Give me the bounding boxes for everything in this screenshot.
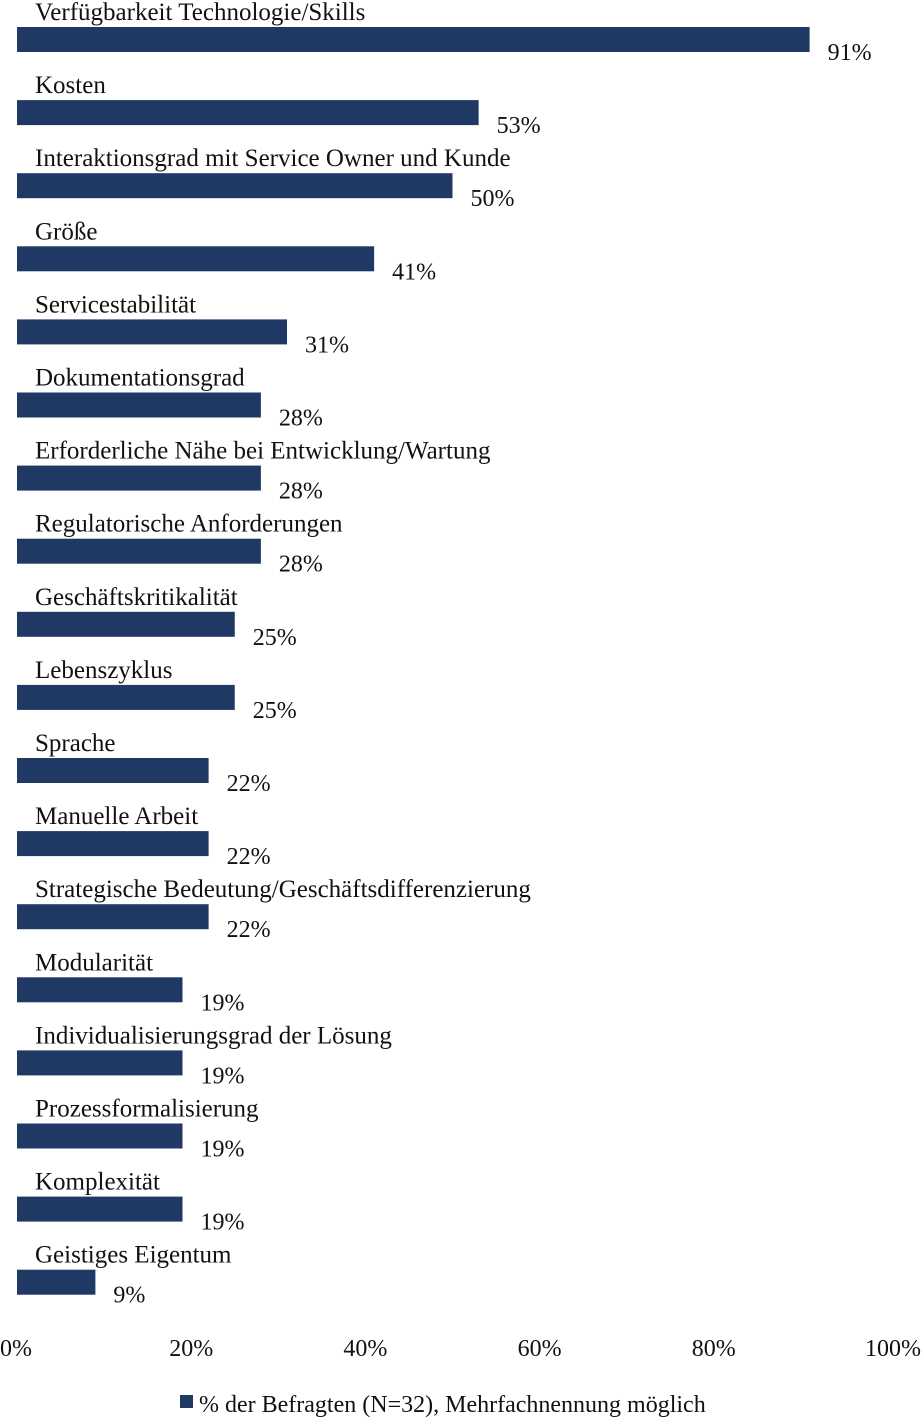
x-tick-label: 20% (169, 1336, 214, 1362)
value-label: 28% (278, 405, 323, 432)
legend-swatch (180, 1395, 193, 1408)
category-label: Erforderliche Nähe bei Entwicklung/Wartung (35, 437, 491, 465)
value-label: 19% (200, 1136, 245, 1163)
category-label: Manuelle Arbeit (35, 803, 199, 831)
category-label: Modularität (35, 949, 154, 977)
bar (17, 1050, 182, 1075)
category-label: Interaktionsgrad mit Service Owner und Kunde (35, 145, 511, 173)
legend-label: % der Befragten (N=32), Mehrfachnennung möglich (199, 1392, 706, 1418)
category-label: Geistiges Eigentum (35, 1241, 232, 1269)
bar (17, 1124, 182, 1149)
category-label: Komplexität (35, 1168, 160, 1196)
category-label: Geschäftskritikalität (35, 583, 238, 611)
value-label: 19% (200, 990, 245, 1017)
x-tick-label: 40% (343, 1336, 388, 1362)
value-label: 91% (827, 40, 872, 66)
value-label: 53% (496, 113, 541, 140)
bar (17, 173, 453, 198)
value-label: 31% (305, 332, 350, 359)
category-label: Strategische Bedeutung/Geschäftsdifferenzierung (35, 876, 531, 904)
value-label: 28% (278, 478, 323, 505)
category-label: Größe (35, 218, 98, 246)
bar (17, 612, 235, 637)
bar (17, 685, 235, 710)
x-axis (0, 1336, 921, 1362)
bar (17, 246, 374, 271)
bar (17, 1197, 182, 1222)
value-label: 9% (113, 1282, 146, 1309)
value-label: 28% (278, 551, 323, 578)
value-label: 50% (470, 186, 515, 213)
bar (17, 27, 810, 52)
category-label: Dokumentationsgrad (35, 364, 245, 392)
bar (17, 393, 261, 418)
category-label: Servicestabilität (35, 291, 197, 319)
bar (17, 904, 209, 929)
value-label: 19% (200, 1063, 245, 1090)
value-label: 41% (392, 259, 437, 286)
bar (17, 1270, 95, 1295)
value-label: 22% (226, 771, 271, 797)
value-label: 22% (226, 844, 271, 871)
value-label: 19% (200, 1209, 245, 1236)
category-label: Prozessformalisierung (35, 1095, 259, 1123)
category-label: Lebenszyklus (35, 656, 173, 684)
x-tick-label: 80% (691, 1336, 736, 1362)
bar (17, 466, 261, 491)
category-label: Kosten (35, 72, 106, 100)
x-tick-label: 100% (865, 1336, 921, 1362)
category-label: Verfügbarkeit Technologie/Skills (35, 0, 366, 26)
bar (17, 977, 182, 1002)
x-tick-label: 0% (0, 1336, 32, 1362)
category-label: Sprache (35, 730, 116, 757)
legend (180, 1392, 706, 1418)
bar (17, 539, 261, 564)
bar (17, 100, 479, 125)
bar (17, 319, 287, 344)
x-tick-label: 60% (517, 1336, 562, 1362)
value-label: 22% (226, 917, 271, 944)
value-label: 25% (252, 624, 297, 651)
bar-group (17, 0, 872, 1309)
bar (17, 831, 209, 856)
category-label: Individualisierungsgrad der Lösung (35, 1022, 392, 1050)
category-label: Regulatorische Anforderungen (35, 510, 343, 538)
bar (17, 758, 209, 783)
value-label: 25% (252, 697, 297, 724)
